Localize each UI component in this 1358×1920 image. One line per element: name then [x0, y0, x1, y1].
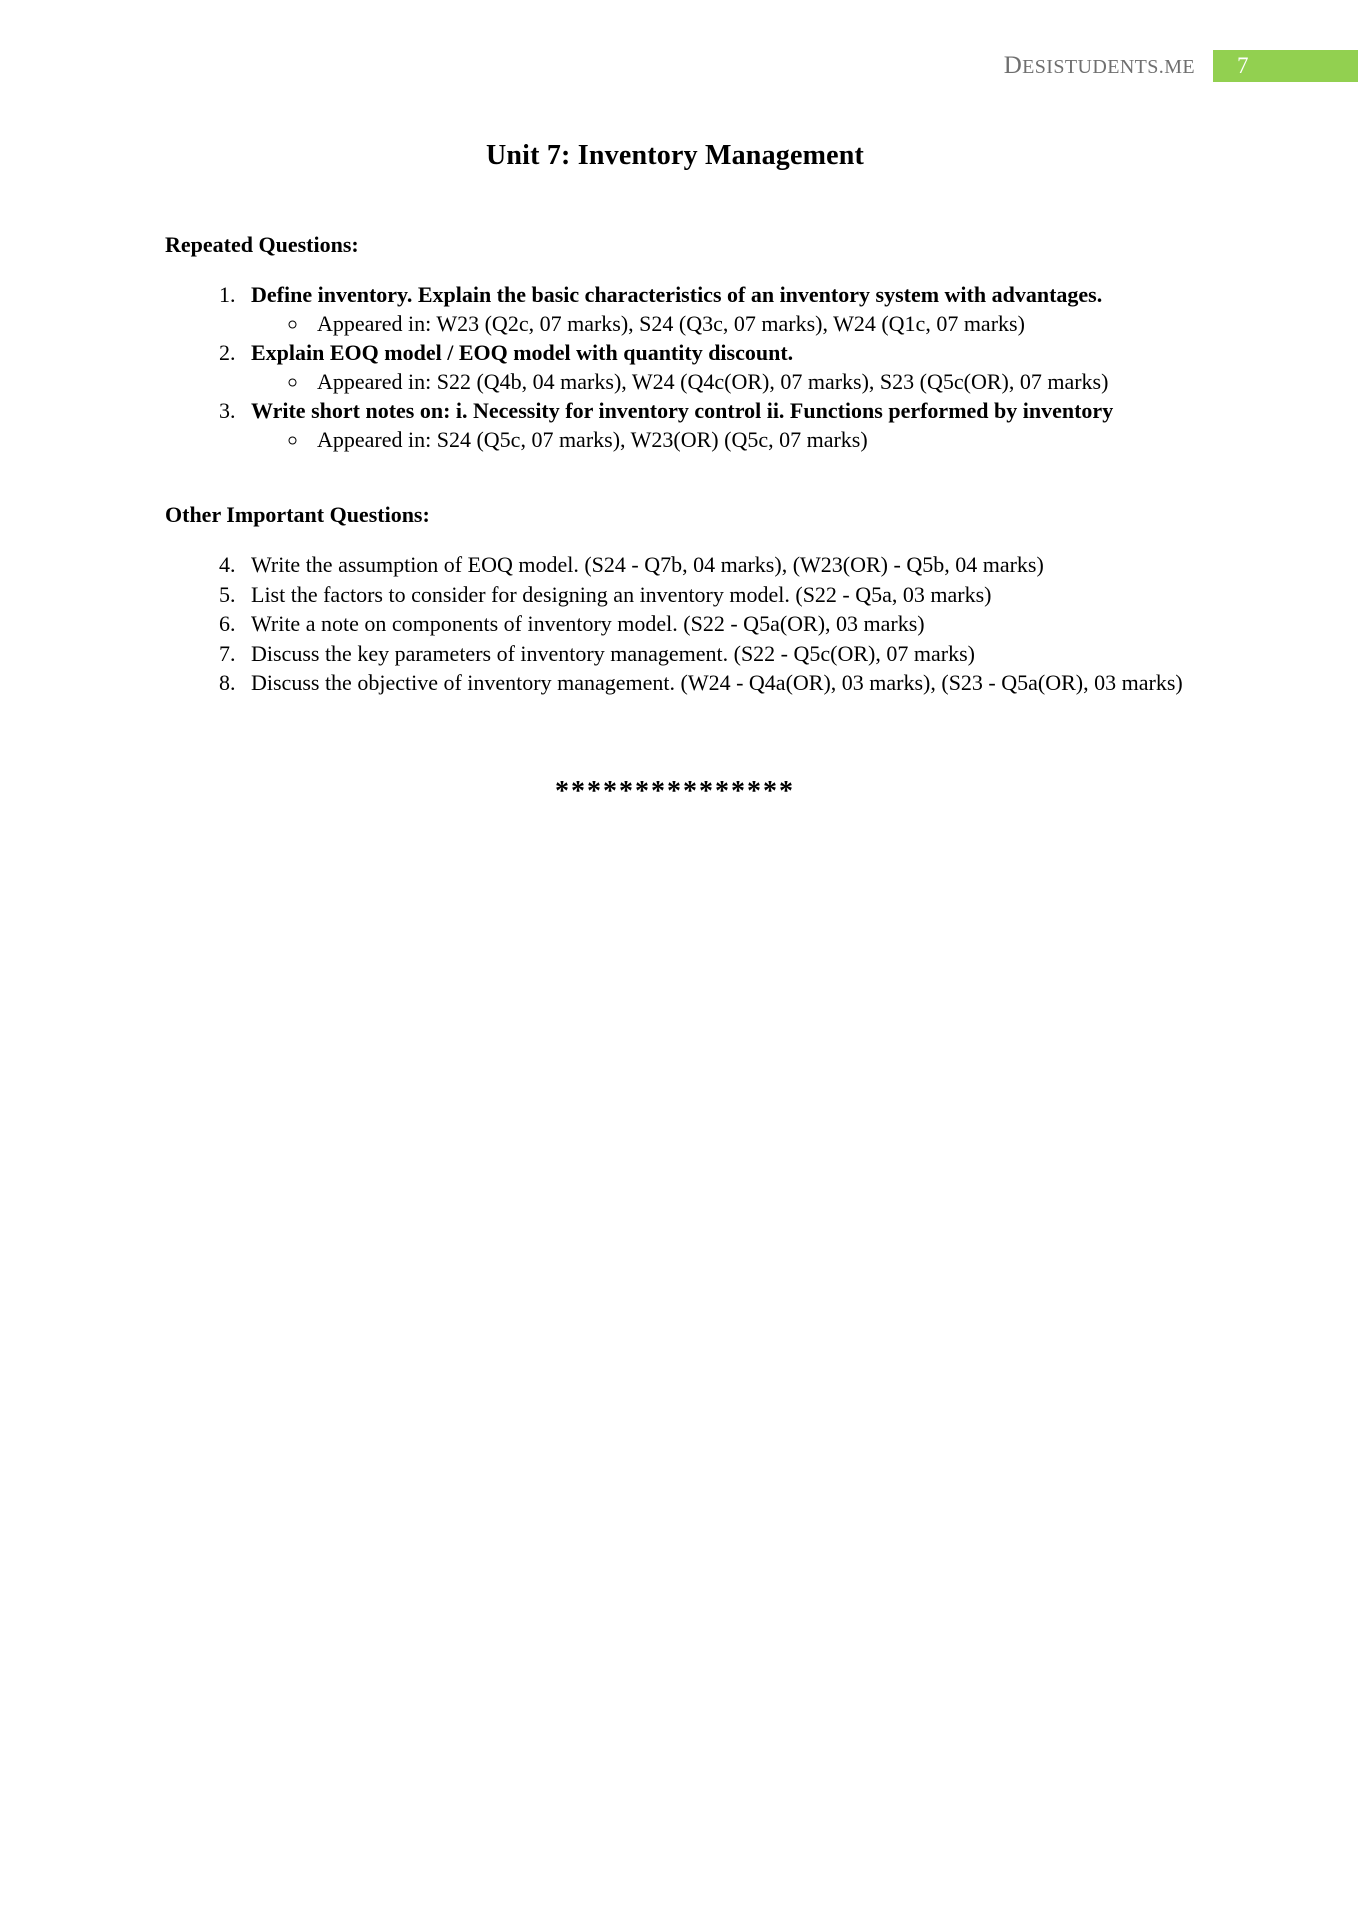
site-watermark-initial: D [1003, 52, 1023, 79]
question-text: Write short notes on: i. Necessity for inventory control ii. Functions performed by inventory [251, 398, 1114, 424]
question-text: Write the assumption of EOQ model. (S24 - Q7b, 04 marks), (W23(OR) - Q5b, 04 marks) [251, 552, 1044, 578]
appearance-text: Appeared in: S24 (Q5c, 07 marks), W23(OR) (Q5c, 07 marks) [317, 427, 868, 453]
list-item [241, 550, 1185, 579]
appearance-list [251, 425, 1185, 454]
appearance-text: Appeared in: W23 (Q2c, 07 marks), S24 (Q3c, 07 marks), W24 (Q1c, 07 marks) [317, 311, 1025, 337]
appearance-text: Appeared in: S22 (Q4b, 04 marks), W24 (Q4c(OR), 07 marks), S23 (Q5c(OR), 07 marks) [317, 369, 1109, 395]
repeated-questions-list [165, 280, 1185, 454]
page-title: Unit 7: Inventory Management [485, 140, 865, 171]
section-other-questions [165, 502, 1185, 697]
page-number-badge [1213, 50, 1358, 82]
list-item [241, 338, 1185, 396]
site-watermark-rest: ESISTUDENTS.ME [1022, 56, 1195, 78]
section-heading-other: Other Important Questions: [165, 502, 430, 528]
document-body [165, 140, 1185, 808]
footer-separator: *************** [555, 775, 795, 807]
list-item [309, 425, 1185, 454]
section-repeated-questions [165, 232, 1185, 454]
page-number: 7 [1237, 53, 1249, 78]
section-heading-repeated: Repeated Questions: [165, 232, 359, 257]
list-item [241, 580, 1185, 609]
other-questions-list [165, 550, 1185, 697]
list-item [309, 309, 1185, 338]
section-spacer [165, 454, 1185, 502]
question-text: Explain EOQ model / EOQ model with quantity discount. [251, 340, 794, 366]
appearance-list [251, 367, 1185, 396]
site-watermark [1004, 52, 1195, 80]
question-text: Discuss the key parameters of inventory management. (S22 - Q5c(OR), 07 marks) [251, 640, 975, 666]
appearance-list [251, 309, 1185, 338]
question-text: List the factors to consider for designing an inventory model. (S22 - Q5a, 03 marks) [251, 581, 992, 607]
question-text: Write a note on components of inventory model. (S22 - Q5a(OR), 03 marks) [251, 611, 925, 637]
question-text: Define inventory. Explain the basic characteristics of an inventory system with advantages. [251, 282, 1103, 307]
question-text: Discuss the objective of inventory management. (W24 - Q4a(OR), 03 marks), (S23 - Q5a(OR), 03 marks) [251, 670, 1183, 696]
list-item [309, 367, 1185, 396]
list-item [241, 396, 1185, 454]
list-item [241, 609, 1185, 638]
list-item [241, 639, 1185, 668]
list-item [241, 668, 1185, 697]
page-header [0, 48, 1358, 84]
list-item [241, 280, 1185, 338]
